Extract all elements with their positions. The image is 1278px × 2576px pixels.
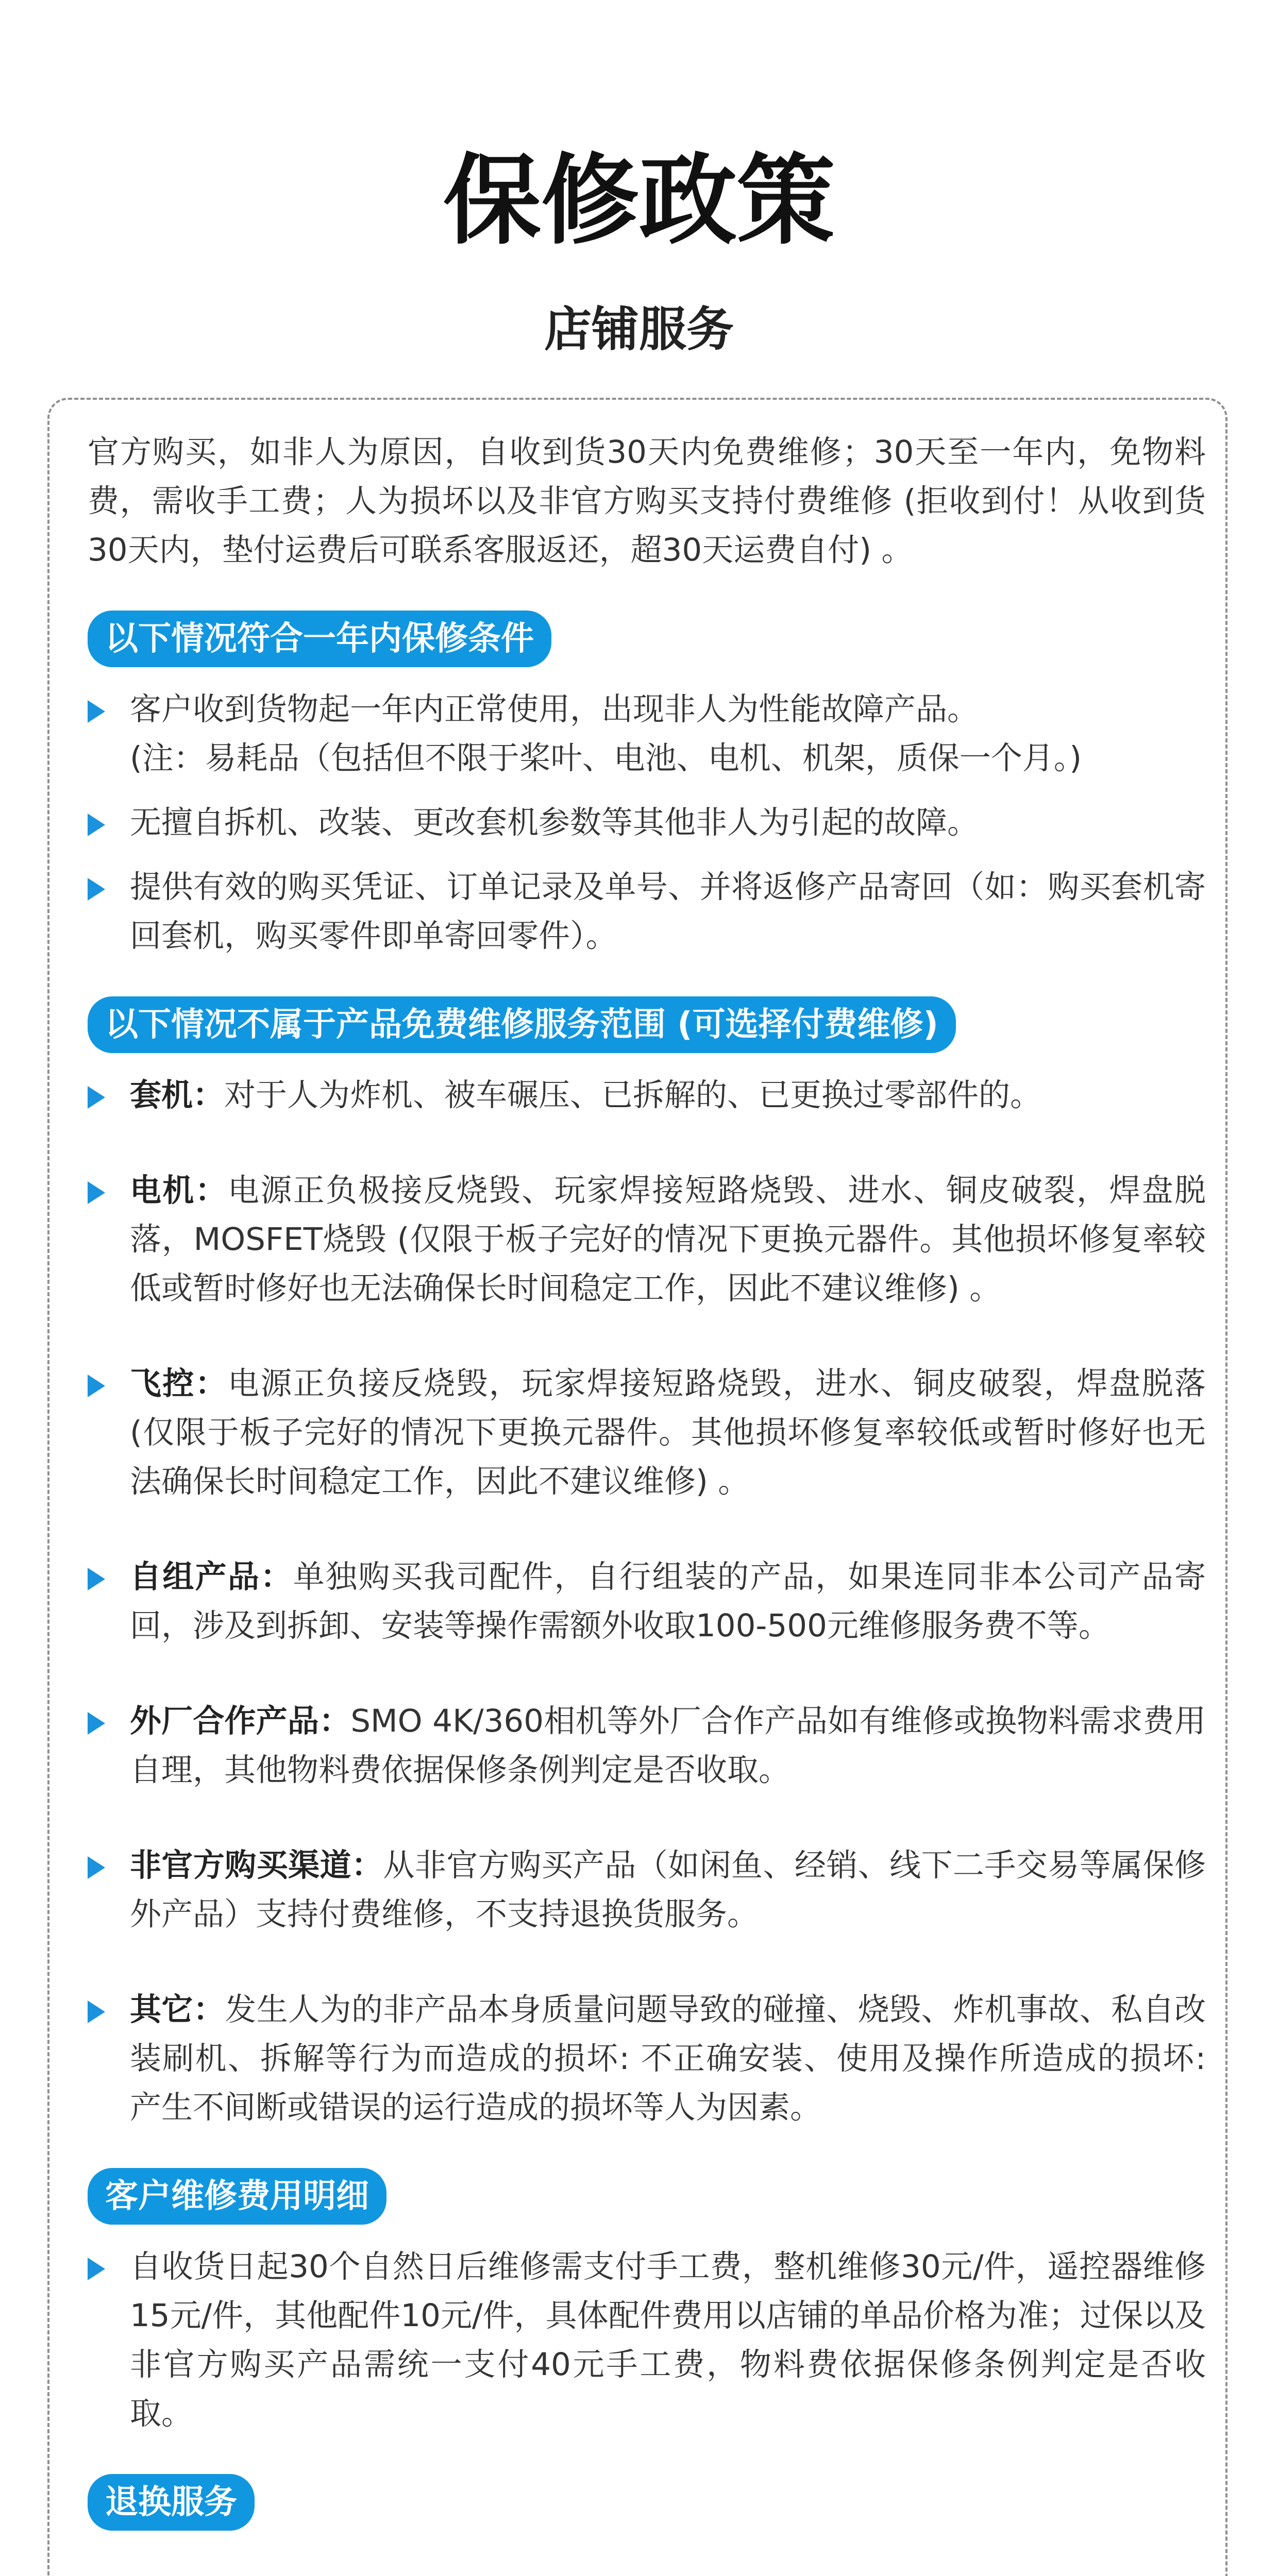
list-item (88, 1359, 1206, 1506)
item-lead: 套机： (130, 1077, 225, 1113)
item-text: 从非官方购买产品（如闲鱼、经销、线下二手交易等属保修外产品）支持付费维修，不支持退换货服务。 (130, 1847, 1206, 1933)
item-lead: 外厂合作产品： (130, 1703, 351, 1739)
list-item (88, 1697, 1206, 1794)
triangle-bullet-icon (88, 878, 105, 901)
item-lead: 非官方购买渠道： (130, 1847, 383, 1884)
item-lead: 飞控： (130, 1365, 228, 1402)
list-item (88, 1985, 1206, 2132)
item-lead: 自组产品： (130, 1558, 293, 1595)
triangle-bullet-icon (88, 1568, 105, 1590)
item-text: 提供有效的购买凭证、订单记录及单号、并将返修产品寄回（如：购买套机寄回套机，购买零件即单寄回零件）。 (130, 869, 1206, 954)
item-lead: 其它： (130, 1991, 225, 2028)
triangle-bullet-icon (88, 1712, 105, 1735)
item-text: 电源正负接反烧毁，玩家焊接短路烧毁，进水、铜皮破裂，焊盘脱落 (仅限于板子完好的情况下更换元器件。其他损坏修复率较低或暂时修好也无法确保长时间稳定工作，因此不建议维修) 。 (130, 1365, 1206, 1500)
triangle-bullet-icon (88, 1086, 105, 1109)
section-return-service (88, 2474, 1206, 2548)
item-text: 电源正负极接反烧毁、玩家焊接短路烧毁、进水、铜皮破裂，焊盘脱落，MOSFET烧毁 (仅限于板子完好的情况下更换元器件。其他损坏修复率较低或暂时修好也无法确保长时间稳定工作，因此不建议维修) 。 (130, 1172, 1206, 1307)
list-item (88, 798, 1206, 847)
triangle-bullet-icon (88, 2258, 105, 2280)
section-tag: 退换服务 (88, 2474, 255, 2531)
section-repair-fees (88, 2168, 1206, 2438)
section-tag: 以下情况不属于产品免费维修服务范围 (可选择付费维修) (88, 996, 956, 1053)
list-item (88, 862, 1206, 960)
item-lead: 电机： (130, 1172, 228, 1209)
page-subtitle: 店铺服务 (544, 302, 734, 357)
triangle-bullet-icon (88, 1856, 105, 1879)
item-text: 无擅自拆机、改装、更改套机参数等其他非人为引起的故障。 (130, 804, 979, 841)
triangle-bullet-icon (88, 2001, 105, 2023)
list-item (88, 1071, 1206, 1120)
triangle-bullet-icon (88, 814, 105, 836)
item-text: SMO 4K/360相机等外厂合作产品如有维修或换物料需求费用自理，其他物料费依据保修条例判定是否收取。 (130, 1703, 1206, 1788)
item-text: 单独购买我司配件，自行组装的产品，如果连同非本公司产品寄回，涉及到拆卸、安装等操作需额外收取100-500元维修服务费不等。 (130, 1558, 1206, 1644)
section-warranty-conditions (88, 611, 1206, 960)
list-item (88, 1166, 1206, 1313)
triangle-bullet-icon (88, 1181, 105, 1204)
page-title: 保修政策 (443, 144, 835, 258)
list-item (88, 1841, 1206, 1939)
item-text: 发生人为的非产品本身质量问题导致的碰撞、烧毁、炸机事故、私自改装刷机、拆解等行为而造成的损坏: 不正确安装、使用及操作所造成的损坏: 产生不间断或错误的运行造成的损坏等人为因素。 (130, 1991, 1206, 2126)
section-tag: 以下情况符合一年内保修条件 (88, 611, 551, 667)
item-text: 对于人为炸机、被车碾压、已拆解的、已更换过零部件的。 (224, 1077, 1042, 1113)
triangle-bullet-icon (88, 700, 105, 723)
list-item (88, 2242, 1206, 2438)
list-item (88, 685, 1206, 783)
section-paid-repair (88, 996, 1206, 2132)
intro-paragraph: 官方购买，如非人为原因，自收到货30天内免费维修；30天至一年内，免物料费，需收手工费；人为损坏以及非官方购买支持付费维修 (拒收到付！从收到货30天内，垫付运费后可联系客服返还，超30天运费自付) 。 (88, 434, 1206, 568)
list-item (88, 1552, 1206, 1650)
item-note: (注：易耗品（包括但不限于桨叶、电池、电机、机架，质保一个月。) (130, 740, 1082, 776)
triangle-bullet-icon (88, 1375, 105, 1397)
item-text: 自收货日起30个自然日后维修需支付手工费，整机维修30元/件，遥控器维修15元/件，其他配件10元/件，具体配件费用以店铺的单品价格为准；过保以及非官方购买产品需统一支付40元手工费，物料费依据保修条例判定是否收取。 (130, 2248, 1206, 2432)
section-tag: 客户维修费用明细 (88, 2168, 386, 2225)
item-text: 客户收到货物起一年内正常使用，出现非人为性能故障产品。 (130, 691, 979, 727)
policy-content (88, 428, 1206, 2576)
